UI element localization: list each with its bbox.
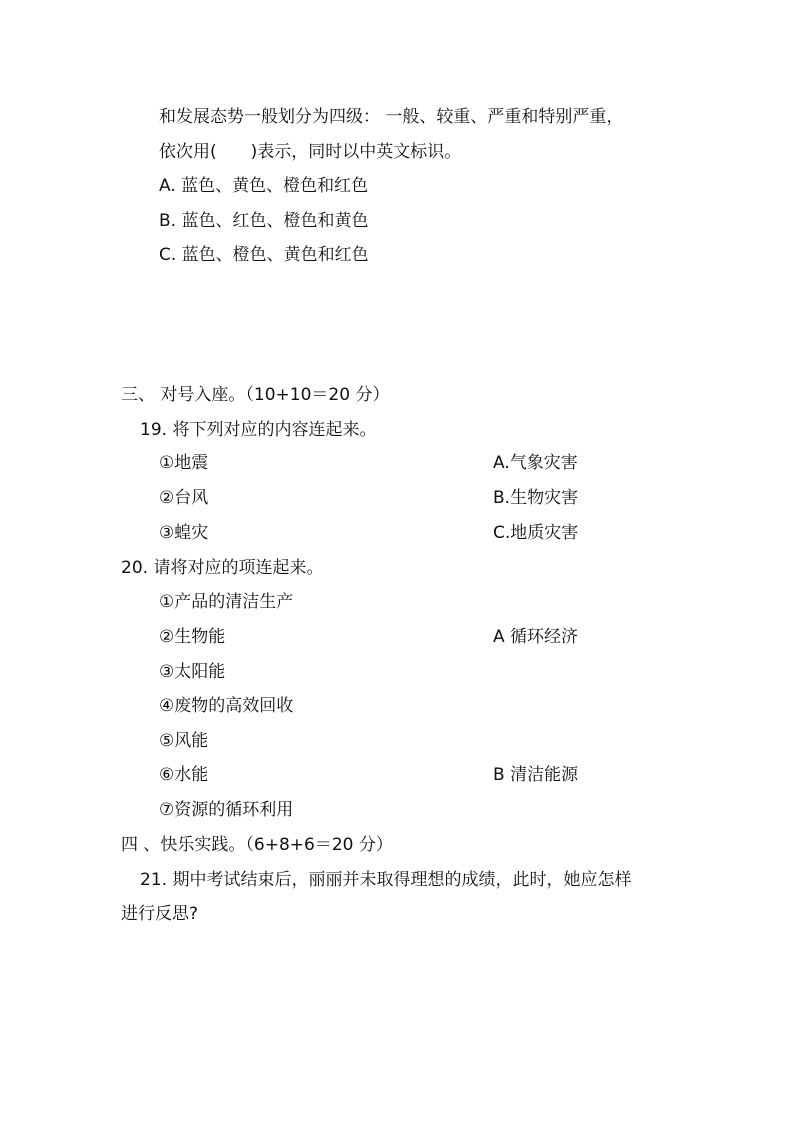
q18-stem-line-2: 依次用( )表示，同时以中英文标识。	[159, 142, 462, 162]
q19-left-item: ②台风	[159, 488, 209, 508]
q19-right-item: C.地质灾害	[493, 523, 579, 543]
q18-option-c: C. 蓝色、橙色、黄色和红色	[159, 245, 369, 265]
q19-prompt: 19. 将下列对应的内容连起来。	[140, 420, 377, 440]
q20-left-item: ⑥水能	[159, 765, 209, 785]
q20-right-item: B 清洁能源	[493, 765, 579, 785]
q21-line-1: 21. 期中考试结束后，丽丽并未取得理想的成绩，此时，她应怎样	[140, 870, 632, 890]
q20-left-item: ④废物的高效回收	[159, 696, 294, 716]
q18-option-b: B. 蓝色、红色、橙色和黄色	[159, 211, 369, 231]
q20-prompt: 20. 请将对应的项连起来。	[121, 558, 324, 578]
q20-left-item: ⑤风能	[159, 731, 209, 751]
q20-left-item: ③太阳能	[159, 662, 226, 682]
section-4-heading: 四 、快乐实践。（6+8+6＝20 分）	[121, 835, 393, 855]
q19-left-item: ①地震	[159, 453, 209, 473]
q20-left-item: ②生物能	[159, 627, 226, 647]
q19-right-item: A.气象灾害	[493, 453, 578, 473]
q20-left-item: ⑦资源的循环利用	[159, 800, 294, 820]
q19-right-item: B.生物灾害	[493, 488, 579, 508]
q18-option-a: A. 蓝色、黄色、橙色和红色	[159, 176, 369, 196]
section-3-heading: 三、 对号入座。（10+10＝20 分）	[121, 385, 390, 405]
q20-right-item: A 循环经济	[493, 627, 579, 647]
q21-line-2: 进行反思?	[121, 904, 199, 924]
q19-left-item: ③蝗灾	[159, 523, 209, 543]
q18-stem-line-1: 和发展态势一般划分为四级： 一般、较重、严重和特别严重，	[159, 107, 624, 127]
q20-left-item: ①产品的清洁生产	[159, 592, 294, 612]
